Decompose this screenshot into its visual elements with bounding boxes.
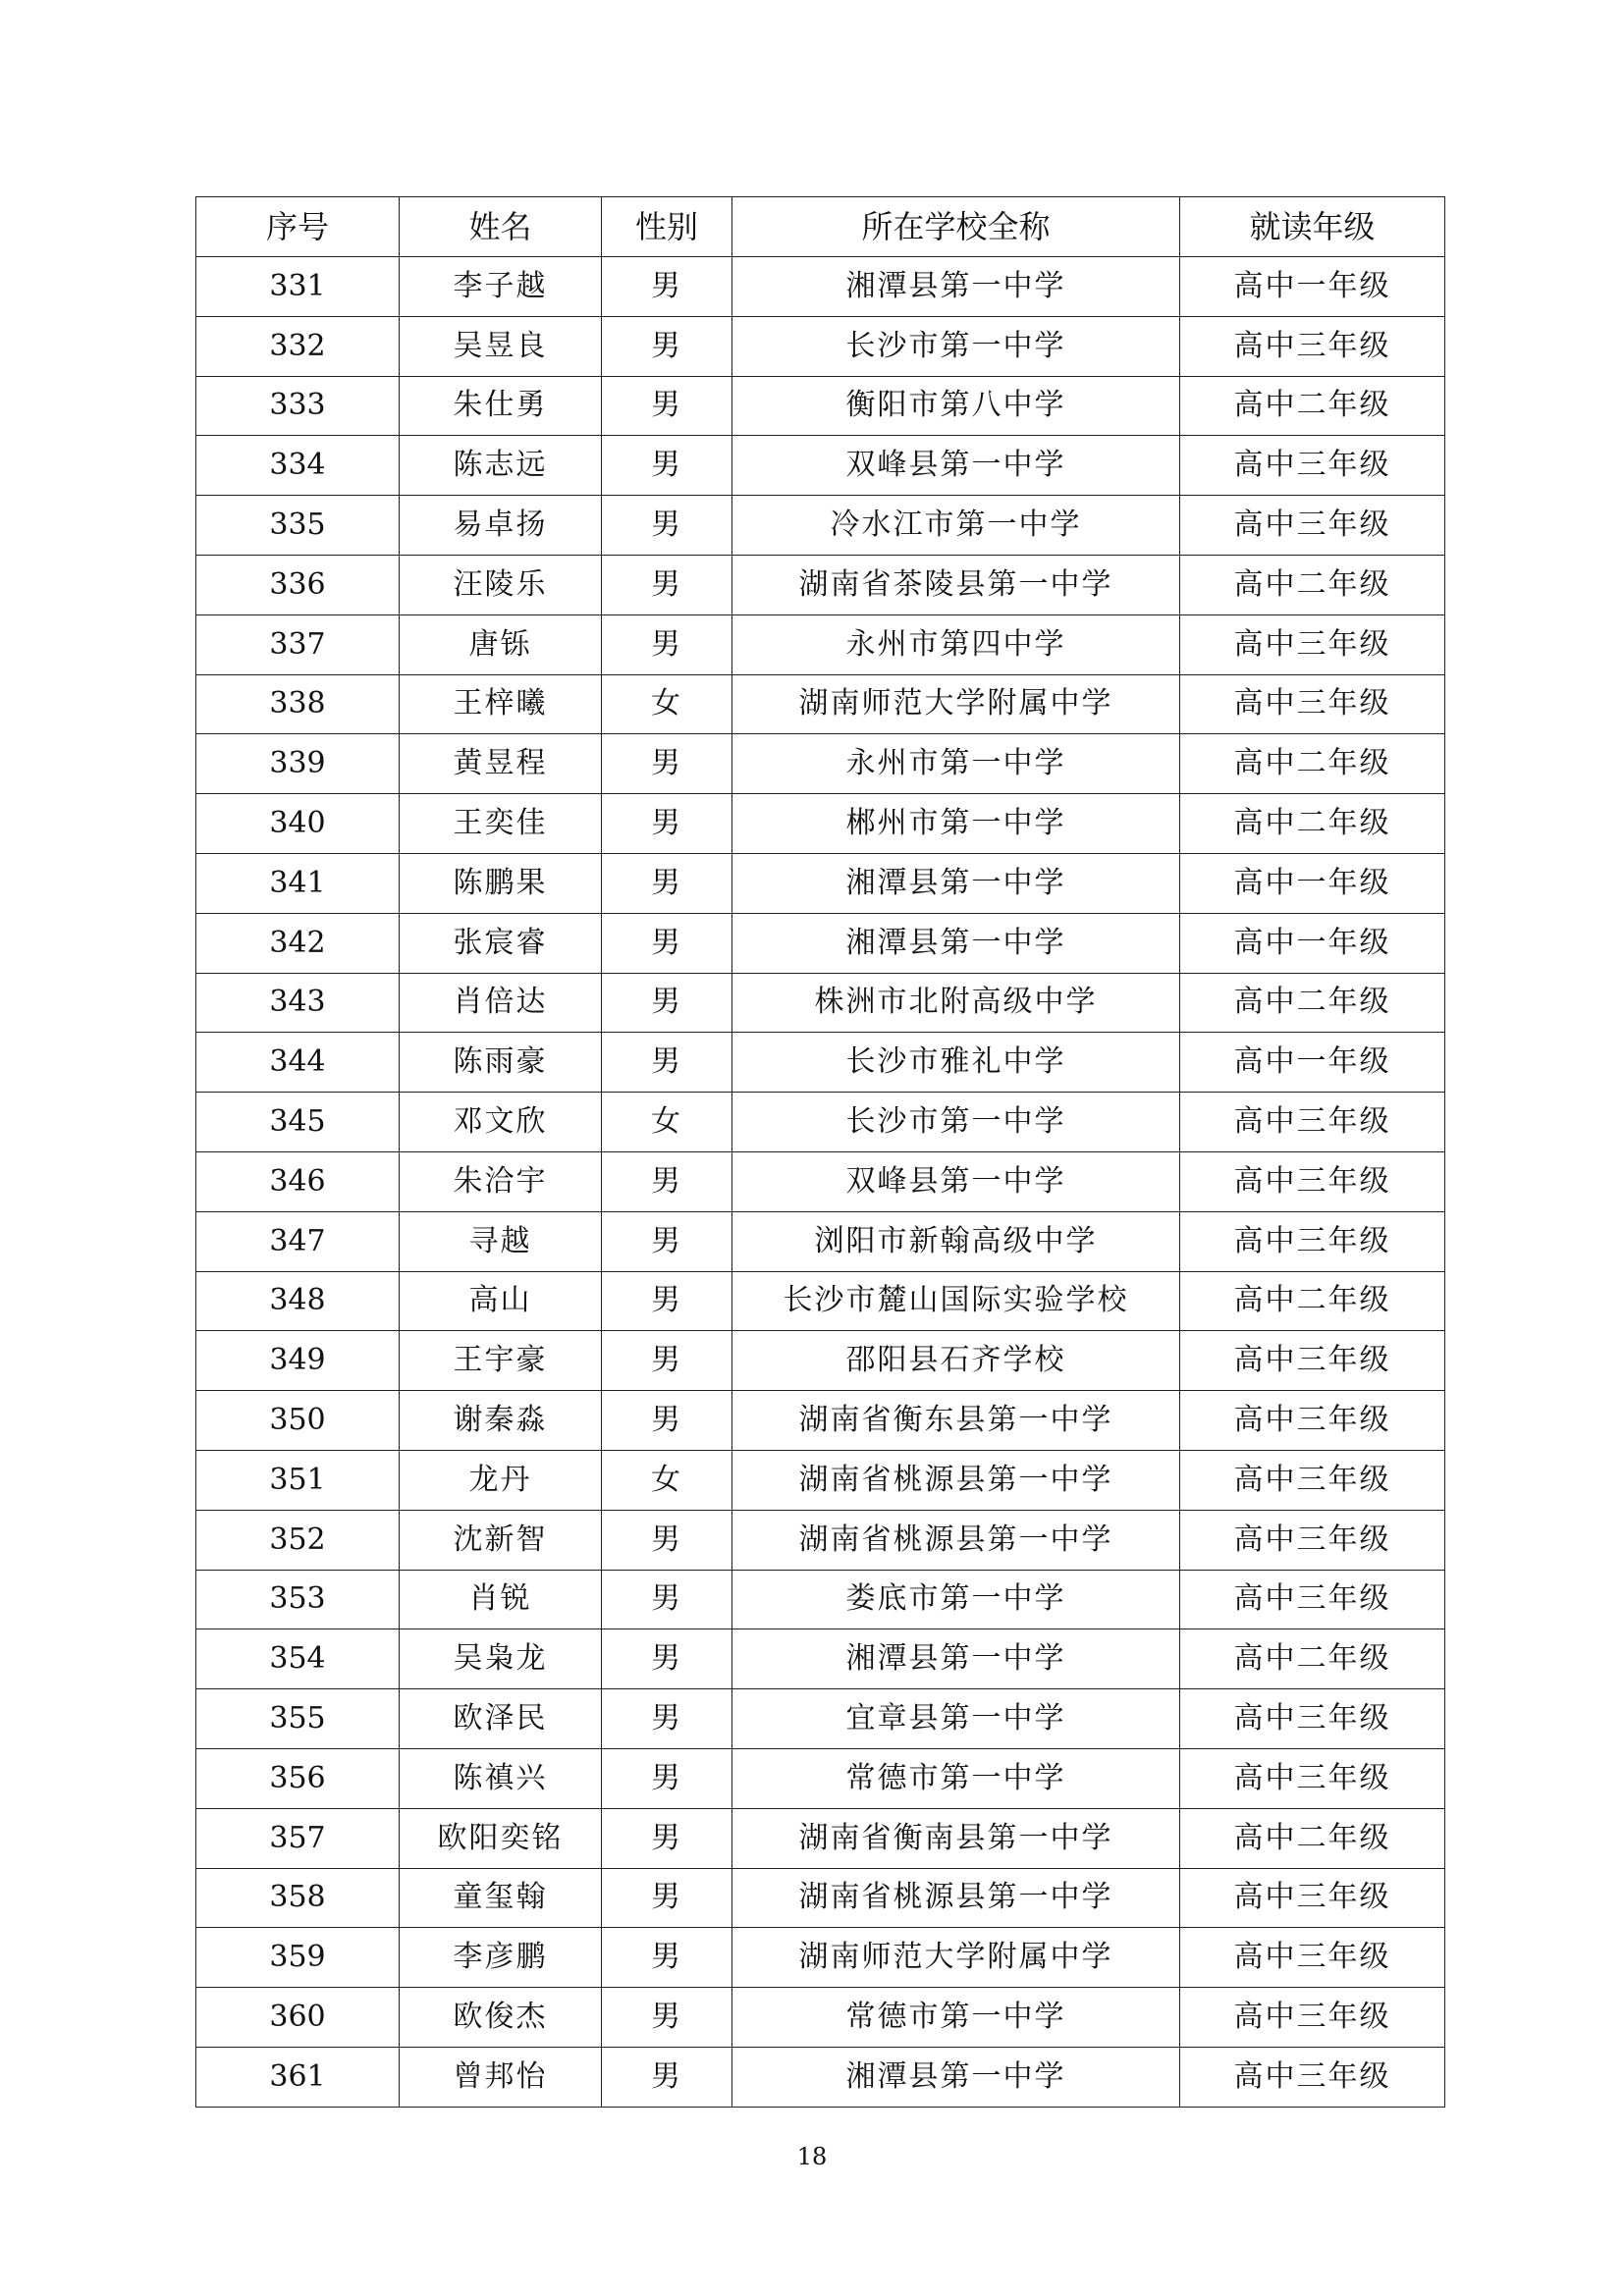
cell-gender: 男 xyxy=(602,1748,732,1808)
cell-grade: 高中三年级 xyxy=(1180,674,1445,734)
cell-name: 谢秦淼 xyxy=(400,1391,602,1451)
cell-serial-number: 346 xyxy=(196,1151,400,1211)
cell-serial-number: 360 xyxy=(196,1988,400,2048)
table-row xyxy=(196,614,1445,674)
cell-school: 宜章县第一中学 xyxy=(732,1689,1180,1749)
table-row xyxy=(196,674,1445,734)
cell-school: 永州市第一中学 xyxy=(732,734,1180,794)
table-row xyxy=(196,1748,1445,1808)
cell-school: 湖南省桃源县第一中学 xyxy=(732,1510,1180,1570)
cell-gender: 男 xyxy=(602,1988,732,2048)
cell-gender: 男 xyxy=(602,853,732,913)
table-row xyxy=(196,1868,1445,1928)
cell-name: 李子越 xyxy=(400,257,602,317)
table-row xyxy=(196,1570,1445,1629)
cell-grade: 高中三年级 xyxy=(1180,1331,1445,1391)
cell-name: 王梓曦 xyxy=(400,674,602,734)
cell-gender: 男 xyxy=(602,1808,732,1868)
cell-serial-number: 358 xyxy=(196,1868,400,1928)
cell-gender: 男 xyxy=(602,1033,732,1093)
cell-gender: 男 xyxy=(602,2047,732,2107)
table-row xyxy=(196,436,1445,496)
cell-grade: 高中三年级 xyxy=(1180,436,1445,496)
table-row xyxy=(196,973,1445,1033)
cell-serial-number: 361 xyxy=(196,2047,400,2107)
table-row xyxy=(196,1271,1445,1331)
header-grade: 就读年级 xyxy=(1180,197,1445,257)
cell-name: 欧阳奕铭 xyxy=(400,1808,602,1868)
table-row xyxy=(196,555,1445,614)
cell-school: 湘潭县第一中学 xyxy=(732,913,1180,973)
cell-serial-number: 342 xyxy=(196,913,400,973)
cell-school: 湖南省桃源县第一中学 xyxy=(732,1868,1180,1928)
table-row xyxy=(196,1808,1445,1868)
cell-school: 湖南师范大学附属中学 xyxy=(732,674,1180,734)
cell-school: 湖南省茶陵县第一中学 xyxy=(732,555,1180,614)
cell-grade: 高中三年级 xyxy=(1180,1093,1445,1152)
cell-name: 朱仕勇 xyxy=(400,376,602,436)
cell-grade: 高中二年级 xyxy=(1180,376,1445,436)
cell-name: 易卓扬 xyxy=(400,496,602,556)
header-school: 所在学校全称 xyxy=(732,197,1180,257)
cell-school: 湖南师范大学附属中学 xyxy=(732,1928,1180,1988)
cell-grade: 高中三年级 xyxy=(1180,614,1445,674)
cell-name: 沈新智 xyxy=(400,1510,602,1570)
cell-grade: 高中一年级 xyxy=(1180,913,1445,973)
cell-serial-number: 338 xyxy=(196,674,400,734)
cell-grade: 高中三年级 xyxy=(1180,1928,1445,1988)
cell-school: 长沙市第一中学 xyxy=(732,1093,1180,1152)
table-row xyxy=(196,1033,1445,1093)
table-row xyxy=(196,376,1445,436)
table-row xyxy=(196,2047,1445,2107)
cell-gender: 男 xyxy=(602,1391,732,1451)
cell-serial-number: 335 xyxy=(196,496,400,556)
cell-grade: 高中一年级 xyxy=(1180,1033,1445,1093)
cell-serial-number: 355 xyxy=(196,1689,400,1749)
cell-grade: 高中三年级 xyxy=(1180,316,1445,376)
cell-name: 汪陵乐 xyxy=(400,555,602,614)
cell-school: 浏阳市新翰高级中学 xyxy=(732,1211,1180,1271)
cell-name: 高山 xyxy=(400,1271,602,1331)
cell-gender: 男 xyxy=(602,316,732,376)
cell-grade: 高中三年级 xyxy=(1180,1689,1445,1749)
cell-gender: 男 xyxy=(602,973,732,1033)
cell-gender: 女 xyxy=(602,674,732,734)
cell-gender: 男 xyxy=(602,913,732,973)
cell-school: 长沙市雅礼中学 xyxy=(732,1033,1180,1093)
cell-school: 常德市第一中学 xyxy=(732,1988,1180,2048)
cell-school: 郴州市第一中学 xyxy=(732,794,1180,854)
cell-school: 双峰县第一中学 xyxy=(732,1151,1180,1211)
table-row xyxy=(196,316,1445,376)
cell-name: 黄昱程 xyxy=(400,734,602,794)
cell-school: 湘潭县第一中学 xyxy=(732,853,1180,913)
cell-name: 王奕佳 xyxy=(400,794,602,854)
cell-school: 长沙市第一中学 xyxy=(732,316,1180,376)
cell-grade: 高中二年级 xyxy=(1180,555,1445,614)
cell-grade: 高中三年级 xyxy=(1180,1391,1445,1451)
cell-gender: 男 xyxy=(602,1570,732,1629)
cell-name: 陈禛兴 xyxy=(400,1748,602,1808)
cell-school: 湘潭县第一中学 xyxy=(732,257,1180,317)
table-header-row xyxy=(196,197,1445,257)
table-row xyxy=(196,1689,1445,1749)
cell-serial-number: 345 xyxy=(196,1093,400,1152)
cell-serial-number: 339 xyxy=(196,734,400,794)
table-row xyxy=(196,853,1445,913)
cell-school: 株洲市北附高级中学 xyxy=(732,973,1180,1033)
cell-gender: 男 xyxy=(602,1928,732,1988)
table-row xyxy=(196,1629,1445,1689)
table-row xyxy=(196,1093,1445,1152)
header-gender: 性别 xyxy=(602,197,732,257)
cell-grade: 高中三年级 xyxy=(1180,1868,1445,1928)
cell-name: 朱洽宇 xyxy=(400,1151,602,1211)
table-row xyxy=(196,1450,1445,1510)
table-row xyxy=(196,1510,1445,1570)
header-name: 姓名 xyxy=(400,197,602,257)
cell-gender: 男 xyxy=(602,794,732,854)
cell-school: 湖南省衡南县第一中学 xyxy=(732,1808,1180,1868)
cell-gender: 男 xyxy=(602,1868,732,1928)
cell-gender: 男 xyxy=(602,1331,732,1391)
cell-grade: 高中三年级 xyxy=(1180,1570,1445,1629)
cell-serial-number: 351 xyxy=(196,1450,400,1510)
cell-gender: 男 xyxy=(602,1510,732,1570)
cell-gender: 女 xyxy=(602,1450,732,1510)
cell-name: 陈志远 xyxy=(400,436,602,496)
cell-serial-number: 357 xyxy=(196,1808,400,1868)
cell-grade: 高中二年级 xyxy=(1180,1271,1445,1331)
cell-name: 张宸睿 xyxy=(400,913,602,973)
cell-serial-number: 359 xyxy=(196,1928,400,1988)
cell-school: 湘潭县第一中学 xyxy=(732,2047,1180,2107)
cell-grade: 高中一年级 xyxy=(1180,257,1445,317)
cell-grade: 高中一年级 xyxy=(1180,853,1445,913)
table-body xyxy=(196,257,1445,2108)
cell-name: 唐铄 xyxy=(400,614,602,674)
table-row xyxy=(196,496,1445,556)
cell-name: 陈雨豪 xyxy=(400,1033,602,1093)
table-row xyxy=(196,734,1445,794)
header-serial-number: 序号 xyxy=(196,197,400,257)
cell-serial-number: 348 xyxy=(196,1271,400,1331)
cell-gender: 男 xyxy=(602,496,732,556)
cell-gender: 男 xyxy=(602,1211,732,1271)
cell-serial-number: 341 xyxy=(196,853,400,913)
cell-serial-number: 343 xyxy=(196,973,400,1033)
cell-serial-number: 347 xyxy=(196,1211,400,1271)
cell-grade: 高中二年级 xyxy=(1180,1629,1445,1689)
table-row xyxy=(196,794,1445,854)
cell-grade: 高中三年级 xyxy=(1180,1450,1445,1510)
cell-name: 欧俊杰 xyxy=(400,1988,602,2048)
cell-school: 长沙市麓山国际实验学校 xyxy=(732,1271,1180,1331)
cell-gender: 男 xyxy=(602,555,732,614)
cell-name: 龙丹 xyxy=(400,1450,602,1510)
cell-serial-number: 332 xyxy=(196,316,400,376)
cell-name: 肖倍达 xyxy=(400,973,602,1033)
cell-gender: 男 xyxy=(602,614,732,674)
cell-gender: 女 xyxy=(602,1093,732,1152)
cell-serial-number: 349 xyxy=(196,1331,400,1391)
cell-serial-number: 353 xyxy=(196,1570,400,1629)
table-row xyxy=(196,1391,1445,1451)
cell-name: 童玺翰 xyxy=(400,1868,602,1928)
cell-name: 曾邦怡 xyxy=(400,2047,602,2107)
cell-name: 欧泽民 xyxy=(400,1689,602,1749)
cell-grade: 高中三年级 xyxy=(1180,1748,1445,1808)
cell-grade: 高中三年级 xyxy=(1180,1510,1445,1570)
cell-grade: 高中二年级 xyxy=(1180,734,1445,794)
cell-serial-number: 340 xyxy=(196,794,400,854)
student-roster-table xyxy=(195,196,1445,2108)
cell-grade: 高中三年级 xyxy=(1180,1151,1445,1211)
cell-gender: 男 xyxy=(602,257,732,317)
cell-gender: 男 xyxy=(602,1151,732,1211)
cell-serial-number: 354 xyxy=(196,1629,400,1689)
cell-name: 寻越 xyxy=(400,1211,602,1271)
cell-serial-number: 336 xyxy=(196,555,400,614)
cell-name: 王宇豪 xyxy=(400,1331,602,1391)
cell-grade: 高中三年级 xyxy=(1180,2047,1445,2107)
cell-serial-number: 331 xyxy=(196,257,400,317)
cell-serial-number: 337 xyxy=(196,614,400,674)
cell-grade: 高中二年级 xyxy=(1180,973,1445,1033)
table-row xyxy=(196,257,1445,317)
cell-grade: 高中二年级 xyxy=(1180,1808,1445,1868)
cell-school: 邵阳县石齐学校 xyxy=(732,1331,1180,1391)
cell-serial-number: 356 xyxy=(196,1748,400,1808)
cell-grade: 高中三年级 xyxy=(1180,1211,1445,1271)
cell-gender: 男 xyxy=(602,1629,732,1689)
cell-school: 永州市第四中学 xyxy=(732,614,1180,674)
cell-name: 陈鹏果 xyxy=(400,853,602,913)
table-row xyxy=(196,1211,1445,1271)
cell-school: 冷水江市第一中学 xyxy=(732,496,1180,556)
table-row xyxy=(196,1331,1445,1391)
cell-school: 湘潭县第一中学 xyxy=(732,1629,1180,1689)
cell-gender: 男 xyxy=(602,1689,732,1749)
cell-gender: 男 xyxy=(602,734,732,794)
cell-school: 湖南省桃源县第一中学 xyxy=(732,1450,1180,1510)
cell-gender: 男 xyxy=(602,436,732,496)
cell-name: 吴枭龙 xyxy=(400,1629,602,1689)
cell-serial-number: 334 xyxy=(196,436,400,496)
cell-name: 肖锐 xyxy=(400,1570,602,1629)
table-row xyxy=(196,913,1445,973)
cell-grade: 高中二年级 xyxy=(1180,794,1445,854)
table-row xyxy=(196,1928,1445,1988)
cell-school: 衡阳市第八中学 xyxy=(732,376,1180,436)
table-row xyxy=(196,1988,1445,2048)
cell-name: 邓文欣 xyxy=(400,1093,602,1152)
cell-school: 娄底市第一中学 xyxy=(732,1570,1180,1629)
table-row xyxy=(196,1151,1445,1211)
cell-name: 李彦鹏 xyxy=(400,1928,602,1988)
cell-grade: 高中三年级 xyxy=(1180,496,1445,556)
cell-grade: 高中三年级 xyxy=(1180,1988,1445,2048)
cell-name: 吴昱良 xyxy=(400,316,602,376)
cell-school: 湖南省衡东县第一中学 xyxy=(732,1391,1180,1451)
cell-school: 双峰县第一中学 xyxy=(732,436,1180,496)
cell-serial-number: 350 xyxy=(196,1391,400,1451)
cell-serial-number: 333 xyxy=(196,376,400,436)
page-number: 18 xyxy=(796,2143,828,2170)
cell-gender: 男 xyxy=(602,376,732,436)
cell-serial-number: 352 xyxy=(196,1510,400,1570)
cell-gender: 男 xyxy=(602,1271,732,1331)
cell-serial-number: 344 xyxy=(196,1033,400,1093)
cell-school: 常德市第一中学 xyxy=(732,1748,1180,1808)
